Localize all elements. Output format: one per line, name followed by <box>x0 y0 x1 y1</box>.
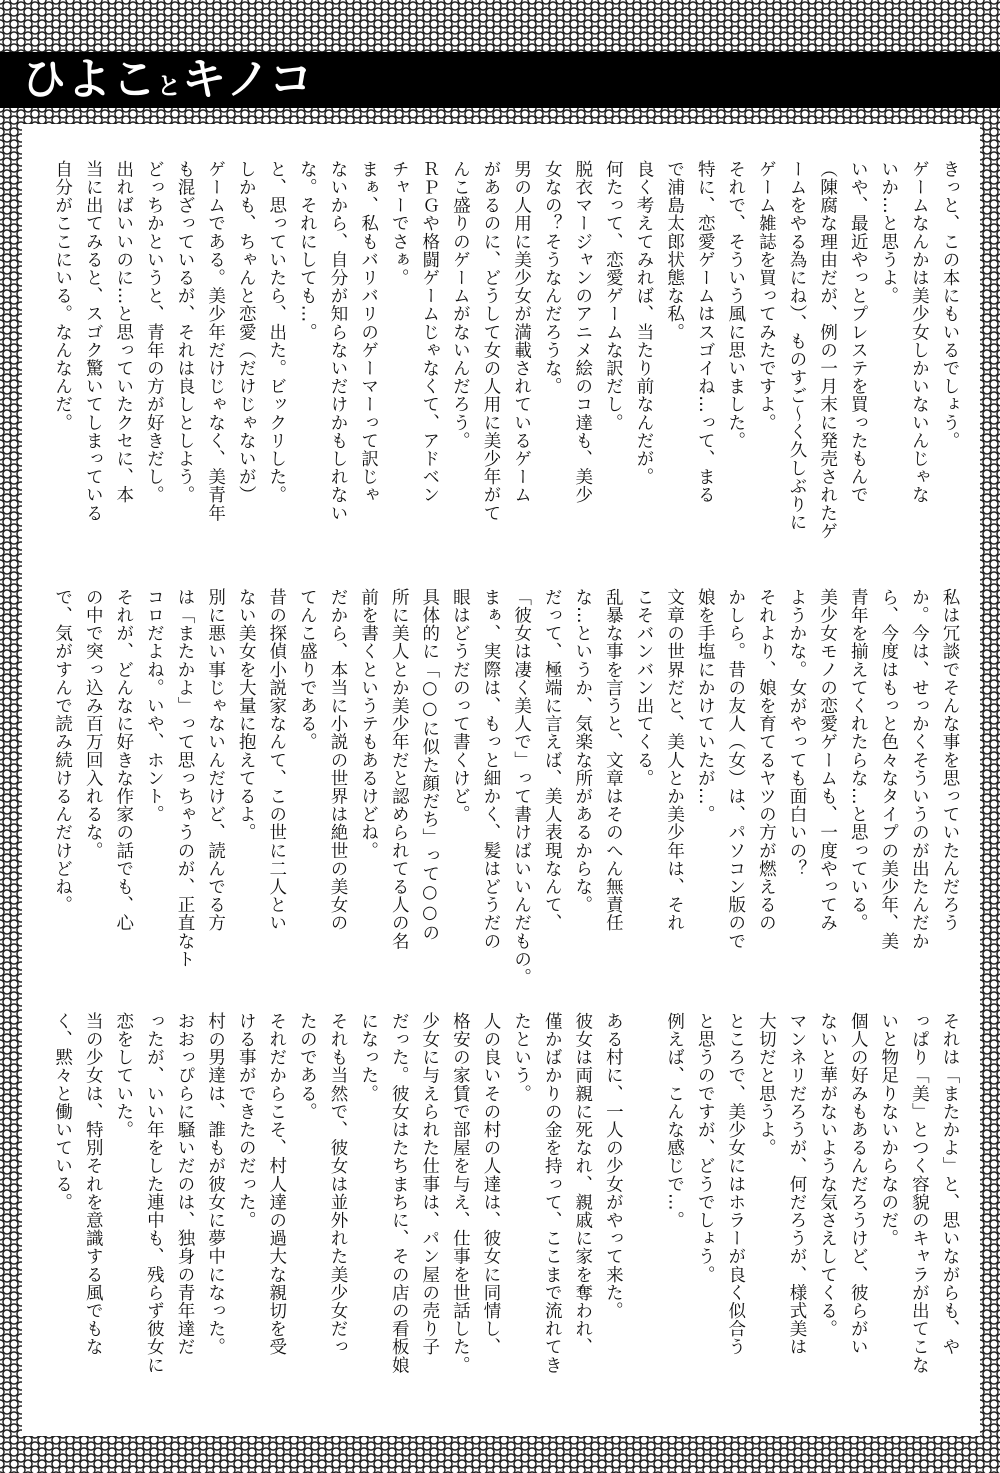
text-column: と思うのですが、どうでしょう。 <box>695 1012 716 1284</box>
text-column: マンネリだろうが、何だろうが、様式美は <box>787 1012 807 1356</box>
text-column: ゲームである。美少年だけじゃなく、美青年 <box>205 160 226 522</box>
text-column: だって、極端に言えば、美人表現なんて、 <box>542 588 563 932</box>
text-column: があるのに、どうして女の人用に美少年がて <box>481 160 501 522</box>
text-panel <box>22 124 980 1436</box>
text-column: 例えば、こんな感じで…。 <box>664 1012 685 1230</box>
text-column: 男の人用に美少女が満載されているゲーム <box>511 160 532 504</box>
text-column: で浦島太郎状態な私。 <box>664 160 685 341</box>
text-column: っぱり「美」とつく容貌のキャラが出てこな <box>909 1012 930 1374</box>
text-column: ところで、美少女にはホラーが良く似合う <box>725 1012 746 1356</box>
text-column: で、気がすんで読み続けるんだけどね。 <box>52 588 73 914</box>
text-column: になった。 <box>358 1012 379 1103</box>
text-column: 私は冗談でそんな事を思っていたんだろう <box>940 588 960 932</box>
text-column: てんこ盛りである。 <box>297 588 318 751</box>
text-column: ける事ができたのだった。 <box>236 1012 257 1230</box>
text-column: 別に悪い事じゃないんだけど、読んでる方 <box>205 588 226 932</box>
text-column: 青年を揃えてくれたらな…と思っている。 <box>848 588 869 932</box>
text-column: 眼はどうだのって書くけど。 <box>450 588 471 824</box>
text-column: まぁ、実際は、もっと細かく、髪はどうだの <box>481 588 501 950</box>
text-column: 僅かばかりの金を持って、ここまで流れてき <box>542 1012 563 1374</box>
text-column: 所に美人とか美少年だと認められてる人の名 <box>389 588 410 950</box>
text-column: それより、娘を育てるヤツの方が燃えるの <box>756 588 777 932</box>
text-column: （陳腐な理由だが、例の一月末に発売されたゲ <box>817 160 838 541</box>
text-column: な…というか、気楽な所があるからな。 <box>572 588 593 914</box>
text-column: 当に出てみると、スゴク驚いてしまっている <box>83 160 104 522</box>
text-column: 美少女モノの恋愛ゲームも、一度やってみ <box>817 588 838 932</box>
text-column: それも当然で、彼女は並外れた美少女だっ <box>328 1012 348 1356</box>
text-column: かしら。昔の友人（女）は、パソコン版ので <box>725 588 746 950</box>
text-column: ないから、自分が知らないだけかもしれない <box>328 160 348 522</box>
text-column <box>630 1012 658 1432</box>
text-column: それが、どんなに好きな作家の話でも、心 <box>113 588 134 932</box>
title-bar <box>0 52 1000 108</box>
text-column: 前を書くというテもあるけどね。 <box>358 588 379 860</box>
text-column: 出ればいいのに…と思っていたクセに、本 <box>113 160 134 504</box>
title-main: ひよこ <box>22 54 157 105</box>
text-column: たという。 <box>511 1012 532 1103</box>
text-column: いか…と思うよ。 <box>878 160 899 305</box>
text-column: チャーでさぁ。 <box>389 160 410 287</box>
text-column: 村の男達は、誰もが彼女に夢中になった。 <box>205 1012 226 1356</box>
text-column: だから、本当に小説の世界は絶世の美女の <box>328 588 348 932</box>
text-column: ゲームなんかは美少女しかいないんじゃな <box>909 160 930 504</box>
text-column: 少女に与えられた仕事は、パン屋の売り子 <box>419 1012 440 1356</box>
text-column: ら、今度はもっと色々なタイプの美少年、美 <box>878 588 899 950</box>
text-column: ないと華がないような気さえしてくる。 <box>817 1012 838 1338</box>
text-column: 「彼女は凄く美人で」って書けばいいんだもの。 <box>511 588 532 987</box>
text-column: たのである。 <box>297 1012 318 1121</box>
text-column: 乱暴な事を言うと、文章はそのへん無責任 <box>603 588 624 932</box>
text-column: 自分がここにいる。なんなんだ。 <box>52 160 73 432</box>
text-column: 彼女は両親に死なれ、親戚に家を奪われ、 <box>572 1012 593 1356</box>
text-column: 個人の好みもあるんだろうけど、彼らがい <box>848 1012 869 1356</box>
text-column: 娘を手塩にかけていたが…。 <box>695 588 716 824</box>
text-column: ある村に、一人の少女がやって来た。 <box>603 1012 624 1320</box>
text-column: 当の少女は、特別それを意識する風でもな <box>83 1012 104 1356</box>
text-column: コロだよね。いや、ホント。 <box>144 588 165 824</box>
text-column: ゲーム雑誌を買ってみたですよ。 <box>756 160 777 432</box>
text-column: 良く考えてみれば、当たり前なんだが。 <box>634 160 654 486</box>
page-title <box>22 54 314 112</box>
text-block-1 <box>22 160 980 582</box>
text-column: ームをやる為にね）、ものすご〜く久しぶりに <box>787 160 807 532</box>
text-column: ＲＰＧや格闘ゲームじゃなくて、アドベン <box>419 160 440 504</box>
text-column: しかも、ちゃんと恋愛（だけじゃないが） <box>236 160 257 504</box>
text-column: ない美女を大量に抱えてるよ。 <box>236 588 257 842</box>
text-column: いや、最近やっとプレステを買ったもんで <box>848 160 869 504</box>
text-column: 具体的に「○○に似た顔だち」って○○の <box>419 588 440 942</box>
text-block-3 <box>22 1012 980 1432</box>
text-column: まぁ、私もバリバリのゲーマーって訳じゃ <box>358 160 379 504</box>
text-column: と、思っていたら、出た。ビックリした。 <box>266 160 287 504</box>
text-column: 特に、恋愛ゲームはスゴイね…って、まる <box>695 160 716 504</box>
text-column: 女なの？そうなんだろうな。 <box>542 160 563 396</box>
text-column: いと物足りないからなのだ。 <box>878 1012 899 1248</box>
text-block-2 <box>22 588 980 1002</box>
text-column: それだからこそ、村人達の過大な親切を受 <box>266 1012 287 1356</box>
text-column: どっちかというと、青年の方が好きだし。 <box>144 160 165 504</box>
text-column: の中で突っ込み百万回入れるな。 <box>83 588 104 860</box>
text-column: それで、そういう風に思いました。 <box>725 160 746 450</box>
text-column: だった。彼女はたちまちに、その店の看板娘 <box>389 1012 410 1374</box>
text-column: ったが、いい年をした連中も、残らず彼女に <box>144 1012 165 1374</box>
text-column: 文章の世界だと、美人とか美少年は、それ <box>664 588 685 932</box>
text-column: きっと、この本にもいるでしょう。 <box>940 160 960 450</box>
text-column: 格安の家賃で部屋を与え、仕事を世話した。 <box>450 1012 471 1374</box>
title-particle: と <box>157 72 182 100</box>
text-column: く、黙々と働いている。 <box>52 1012 73 1212</box>
text-column: こそバンバン出てくる。 <box>634 588 654 788</box>
text-column: か。今は、せっかくそういうのが出たんだか <box>909 588 930 950</box>
text-column: 昔の探偵小説家なんて、この世に二人とい <box>266 588 287 932</box>
text-column: 脱衣マージャンのアニメ絵のコ達も、美少 <box>572 160 593 504</box>
text-column: な。それにしても…。 <box>297 160 318 341</box>
text-column: おおっぴらに騒いだのは、独身の青年達だ <box>175 1012 195 1356</box>
text-column: 人の良いその村の人達は、彼女に同情し、 <box>481 1012 501 1356</box>
text-column: んこ盛りのゲームがないんだろう。 <box>450 160 471 450</box>
text-column: は「またかよ」って思っちゃうのが、正直なト <box>175 588 195 969</box>
title-rest: キノコ <box>182 54 314 105</box>
text-column: それは「またかよ」と、思いながらも、や <box>940 1012 960 1356</box>
text-column: 大切だと思うよ。 <box>756 1012 777 1157</box>
text-column: も混ざっているが、それは良しとしよう。 <box>175 160 195 504</box>
text-column: 何たって、恋愛ゲームな訳だし。 <box>603 160 624 432</box>
text-column: ようかな。女がやっても面白いの？ <box>787 588 807 878</box>
text-column: 恋をしていた。 <box>113 1012 134 1139</box>
